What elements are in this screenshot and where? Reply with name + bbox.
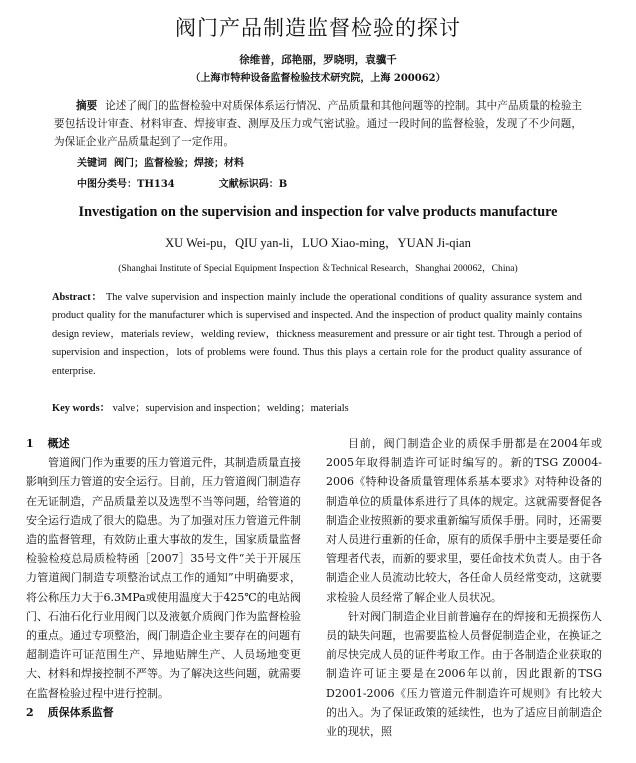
section-1-title: 概述 (47, 437, 70, 450)
section-2-title: 质保体系监督 (47, 705, 114, 719)
section-1-heading (26, 434, 301, 453)
keywords-en-text: valve；supervision and inspection；welding；materials (112, 403, 349, 414)
body-column-right (326, 434, 602, 741)
keywords-cn-text: 阀门；监督检验；焊接；材料 (113, 158, 244, 169)
authors-en: XU Wei-pu，QIU yan-li，LUO Xiao-ming，YUAN Ji-qian (165, 236, 471, 250)
doc-code-value: B (278, 179, 288, 190)
doc-code-label: 文献标识码： (218, 179, 279, 190)
paper-title-cn: 阀门产品制造监督检验的探讨 (175, 16, 461, 40)
section-1-number: 1 (26, 437, 34, 450)
classification-cn (77, 175, 287, 190)
section-2-paragraph-1: 目前，阀门制造企业的质保手册都是在2004年或2005年取得制造许可证时编写的。新的TSG Z0004-2006《特种设备质量管理体系基本要求》对特种设备的制造单位的质量体系进行了具体的规定。这就需要督促各制造企业按照新的要求重新编写质保手册。同时，还需要对人员进行重新的任命，原有的质保手册中主要是要任命管理者代表，而新的要求里，要任命技术负责人。由于各制造企业人员流动比较大，各任命人员经常变动，这就要求检验人员经常了解企业人员状况。 (326, 437, 602, 604)
section-2-number: 2 (26, 705, 34, 719)
affiliation-cn: （上海市特种设备监督检验技术研究院，上海 200062） (190, 73, 446, 84)
abstract-cn-label: 摘要 (76, 100, 98, 112)
keywords-cn-label: 关键词 (77, 158, 107, 169)
section-1-paragraph: 管道阀门作为重要的压力管道元件，其制造质量直接影响到压力管道的安全运行。目前，压力管道阀门制造存在无证制造，产品质量差以及选型不当等问题，给管道的安全运行造成了很大的隐患。为了加强对压力管道元件制造的监督管理，有效防止重大事故的发生，国家质量监督检验检疫总局质检特函［2007］35号文件“关于开展压力管道阀门制造专项整治试点工作的通知”中明确要求，将公称压力大于6.3MPa或使用温度大于425℃的电站阀门、石油石化行业用阀门以及液氨介质阀门作为监督检验的重点。通过专项整治，阀门制造企业主要存在的问题有超制造许可证范围生产、异地贴牌生产、人员场地变更大、材料和焊接控制不严等。为了解决这些问题，就需要在监督检验过程中进行控制。 (26, 456, 301, 700)
abstract-en (52, 289, 582, 381)
paper-title-en: Investigation on the supervision and inspection for valve products manufacture (78, 204, 558, 220)
keywords-cn (77, 154, 244, 169)
affiliation-en: (Shanghai Institute of Special Equipment Inspection ＆Technical Research，Shanghai 200062，China) (118, 263, 518, 274)
clc-value: TH134 (137, 179, 175, 190)
keywords-en-label: Key words： (52, 403, 111, 414)
abstract-en-label: Abstract： (52, 292, 103, 303)
abstract-en-text: The valve supervision and inspection mainly include the operational conditions of quality assurance system and product quality for the manufacturer which is supervised and inspected. And the inspection of product quality mainly contains design review，materials review，welding review，thickness measurement and pressure or air tight test. Through a period of supervision and inspection，lots of problems were found. Thus this plays a certain role for the product quality assurance of enterprise. (52, 292, 582, 377)
authors-cn: 徐维普，邱艳丽，罗晓明，袁骥千 (239, 54, 397, 66)
section-2-paragraph-2: 针对阀门制造企业目前普遍存在的焊接和无损探伤人员的缺失问题，也需要监检人员督促制造企业，在换证之前尽快完成人员的证件考取工作。由于各制造企业获取的制造许可证主要是在2006年以前，因此跟新的TSG D2001-2006《压力管道元件制造许可规则》有比较大的出入。为了保证政策的延续性，也为了适应目前制造企业的现状，照 (326, 609, 602, 739)
section-2-heading (26, 703, 301, 722)
abstract-cn (54, 97, 582, 151)
keywords-en (52, 399, 349, 414)
clc-label: 中图分类号： (77, 179, 137, 190)
abstract-cn-text: 论述了阀门的监督检验中对质保体系运行情况、产品质量和其他问题等的控制。其中产品质量的检验主要包括设计审查、材料审查、焊接审查、测厚及压力或气密试验。通过一段时间的监督检验，发现了不少问题，为保证企业产品质量起到了一定作用。 (54, 100, 583, 148)
body-column-left (26, 434, 301, 722)
